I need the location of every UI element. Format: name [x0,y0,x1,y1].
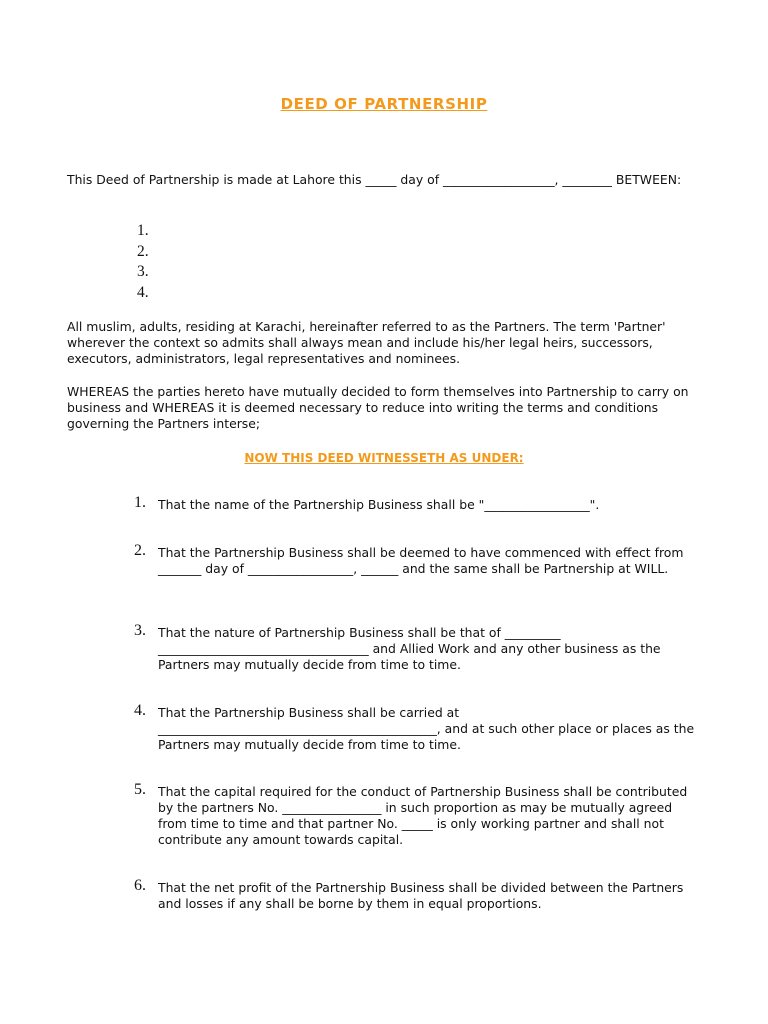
party-item: 2. [137,242,149,260]
clause-text: That the nature of Partnership Business shall be that of _________ __________________________________ and Allied Work and any other business as the Partners may mutually decide from time to time. [158,625,661,672]
clause-text: That the Partnership Business shall be deemed to have commenced with effect from _______ day of _________________, ______ and the same shall be Partnership at WILL. [158,545,684,576]
clause-text: That the net profit of the Partnership Business shall be divided between the Partners and losses if any shall be borne by them in equal proportions. [158,880,684,911]
clause-number: 1. [134,494,146,511]
intro-paragraph: This Deed of Partnership is made at Lahore this _____ day of __________________, ________ BETWEEN: [67,172,682,187]
clause-number: 6. [134,877,146,894]
parties-list [137,221,149,303]
whereas-paragraph: WHEREAS the parties hereto have mutually decided to form themselves into Partnership to carry on business and WHEREAS it is deemed necessary to reduce into writing the terms and conditions governing the Partners interse; [67,384,689,431]
clause-text: That the Partnership Business shall be carried at _____________________________________________, and at such other place or places as the Partners may mutually decide from time to time. [158,705,695,752]
document-title: DEED OF PARTNERSHIP [280,95,488,113]
party-item: 4. [137,283,149,301]
clause-text: That the name of the Partnership Business shall be "_________________". [158,497,600,512]
party-item: 3. [137,263,149,280]
party-item: 1. [137,222,149,239]
clause-text: That the capital required for the conduct of Partnership Business shall be contributed by the partners No. ________________ in such proportion as may be mutually agreed from time to time and that partner No. _____ is only working partner and shall not contribute any amount towards capital. [158,784,688,847]
clause-number: 3. [134,622,146,639]
clause-number: 2. [134,542,146,559]
witnesseth-heading: NOW THIS DEED WITNESSETH AS UNDER: [244,451,524,465]
partners-definition-paragraph: All muslim, adults, residing at Karachi, hereinafter referred to as the Partners. The term 'Partner' wherever the context so admits shall always mean and include his/her legal heirs, successors, executors, administrators, legal representatives and nominees. [67,319,666,366]
clause-number: 5. [134,781,146,798]
clause-number: 4. [134,702,146,719]
